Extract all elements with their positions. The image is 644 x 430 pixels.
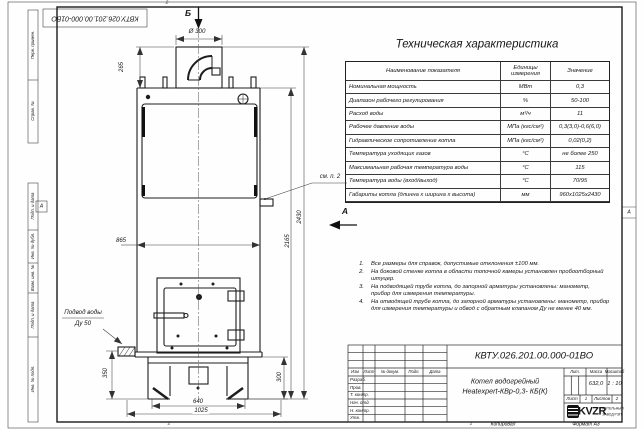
dim-640: 640 <box>192 399 204 405</box>
company-logo-text: KVZR <box>578 405 606 418</box>
dim-865: 865 <box>115 238 127 244</box>
zone-marker: А <box>39 203 44 209</box>
margin-label: Подп. и дата <box>29 301 35 329</box>
spec-row-name: Номинальная мощность <box>346 81 501 94</box>
dim-265: 265 <box>119 61 125 73</box>
tb-scale-label: Масштаб <box>604 368 625 374</box>
spec-row-value: 115 <box>551 162 609 175</box>
zone-marker: 2 <box>165 0 169 6</box>
note-item: 4. На отводящей трубе котла, до запорной арматуры установлены: манометр, прибор для измерения температуры и обвод с обратным клапаном Ду не менее 40 мм. <box>359 298 610 313</box>
spec-row-name: Габариты котла (длинна х ширина х высота) <box>346 189 501 202</box>
spec-row-unit: °С <box>501 162 551 175</box>
spec-row-name: Максимальная рабочая температура воды <box>346 162 501 175</box>
spec-row-value: не более 250 <box>551 148 609 161</box>
view-label-a: А <box>341 205 349 216</box>
sampling-fitting <box>260 199 273 206</box>
copied-label: Копировал <box>490 421 516 428</box>
boiler-base <box>148 357 248 399</box>
upper-panel <box>142 104 257 198</box>
dim-1025: 1025 <box>194 408 208 414</box>
format-label: Формат А3 <box>572 421 600 428</box>
view-arrows <box>195 8 358 230</box>
water-inlet-label: Подвод воды <box>64 308 102 316</box>
note-item: 2. На боковой стенке котла в области топочной камеры установлен пробоотборный штуцер. <box>359 268 604 283</box>
margin-label: Инв. № подл. <box>29 365 35 393</box>
spec-table <box>345 61 610 203</box>
spec-row-unit: °С <box>501 175 551 188</box>
spec-row-name: Диапазон рабочего регулирования <box>346 94 501 107</box>
spec-row-name: Температура уходящих газов <box>346 148 501 161</box>
margin-label: Справ. № <box>29 101 35 121</box>
tb-header-cell: Лист <box>363 368 375 374</box>
panel-clamps <box>144 107 256 196</box>
view-label-b: Б <box>184 7 192 18</box>
doc-number-flipped: КВТУ.026.201.00.000-01ВО <box>51 14 139 22</box>
dim-2430: 2430 <box>297 210 303 224</box>
margin-label: Перв. примен. <box>29 30 35 60</box>
dim-2165: 2165 <box>285 234 291 248</box>
tb-sheets-value: 2 <box>615 395 619 401</box>
dim-300: 300 <box>277 371 283 383</box>
spec-row-value: 70/95 <box>551 175 609 188</box>
spec-row-name: Расход воды <box>346 108 501 121</box>
tb-header-cell: Изм <box>351 368 359 374</box>
spec-col-header: Наименование показателя <box>346 62 501 81</box>
spec-row-value: 0,02(0,2) <box>551 135 609 148</box>
zone-marker: 1 <box>469 421 473 427</box>
spec-row-unit: МПа (кгс/см²) <box>501 121 551 134</box>
tb-header-cell: № докум. <box>380 368 400 374</box>
tb-sig-row: Утв. <box>350 414 360 420</box>
spec-col-header: Единицы измерения <box>501 62 551 81</box>
tb-sheet-value: 1 <box>584 395 588 401</box>
doc-number: КВТУ.026.201.00.000-01ВО <box>474 350 594 362</box>
spec-col-header: Значение <box>551 62 609 81</box>
spec-table-title: Техническая характеристика <box>395 38 559 51</box>
note-item: 3. На подводящей трубе котла, до запорной арматуры установлены: манометр, прибор для измерения температуры. <box>359 283 590 298</box>
water-inlet-stub <box>118 347 135 356</box>
spec-row-unit: МПа (кгс/см²) <box>501 135 551 148</box>
tb-sheet-label: Лист <box>566 395 578 401</box>
tb-header-cell: Подп. <box>408 368 420 374</box>
spec-row-unit: % <box>501 94 551 107</box>
spec-row-value: 50-100 <box>551 94 609 107</box>
zone-marker: 2 <box>167 421 171 427</box>
dimension-lines <box>62 35 347 417</box>
boiler-front-view <box>115 47 273 399</box>
margin-label: Инв. № дубл. <box>29 232 35 260</box>
spec-row-value: 960х1025х2430 <box>551 189 609 202</box>
tb-sig-row: Нач. отд. <box>350 399 370 405</box>
tb-sig-row: Разраб. <box>350 376 366 382</box>
tb-header-cell: Дата <box>429 368 441 374</box>
tb-sig-row: Т. контр. <box>350 391 369 397</box>
spec-row-value: 0,3(3,0)-0,6(6,0) <box>551 121 609 134</box>
margin-label: Взам. инв. № <box>29 264 35 292</box>
door-handle <box>154 313 184 318</box>
margin-label: Подп. и дата <box>29 192 35 220</box>
tb-scale-value: 1 : 10 <box>607 381 622 388</box>
water-inlet-dn: Ду 50 <box>74 319 92 327</box>
tb-lit-label: Лит. <box>570 368 580 374</box>
tb-sheets-label: Листов <box>594 395 610 401</box>
company-name-line1: КОТЕЛЬНЫЙ <box>602 406 624 411</box>
dim-350: 350 <box>103 367 109 379</box>
zone-marker: А <box>627 209 631 215</box>
spec-row-unit: м³/ч <box>501 108 551 121</box>
spec-row-unit: °С <box>501 148 551 161</box>
tb-sig-row: Пров. <box>350 384 362 390</box>
note-item: 1. Все размеры для справок, допустимые отклонения ±100 мм. <box>359 261 540 267</box>
spec-row-unit: МВт <box>501 81 551 94</box>
company-name-line2: ЗАВОД РЭП <box>602 412 622 417</box>
callout-see-note2: см. п. 2 <box>319 174 341 180</box>
product-title-line1: Котел водогрейный <box>470 376 540 386</box>
spec-row-name: Гидравлическое сопротивление котла <box>346 135 501 148</box>
notes-list <box>356 261 610 314</box>
chimney-elbow <box>188 56 212 80</box>
spec-row-name: Рабочее давление воды <box>346 121 501 134</box>
spec-row-value: 11 <box>551 108 609 121</box>
spec-row-name: Температура воды (вход/выход) <box>346 175 501 188</box>
product-title-line2: Heatexpert-КВр-0,3- КБ(К) <box>462 386 548 396</box>
tb-sig-row: Н. контр. <box>350 407 370 413</box>
dim-dia300: Ø 300 <box>188 27 206 35</box>
tb-mass-label: Масса <box>589 368 603 374</box>
spec-row-unit: мм <box>501 189 551 202</box>
tb-mass-value: 632,0 <box>588 381 604 388</box>
spec-row-value: 0,3 <box>551 81 609 94</box>
